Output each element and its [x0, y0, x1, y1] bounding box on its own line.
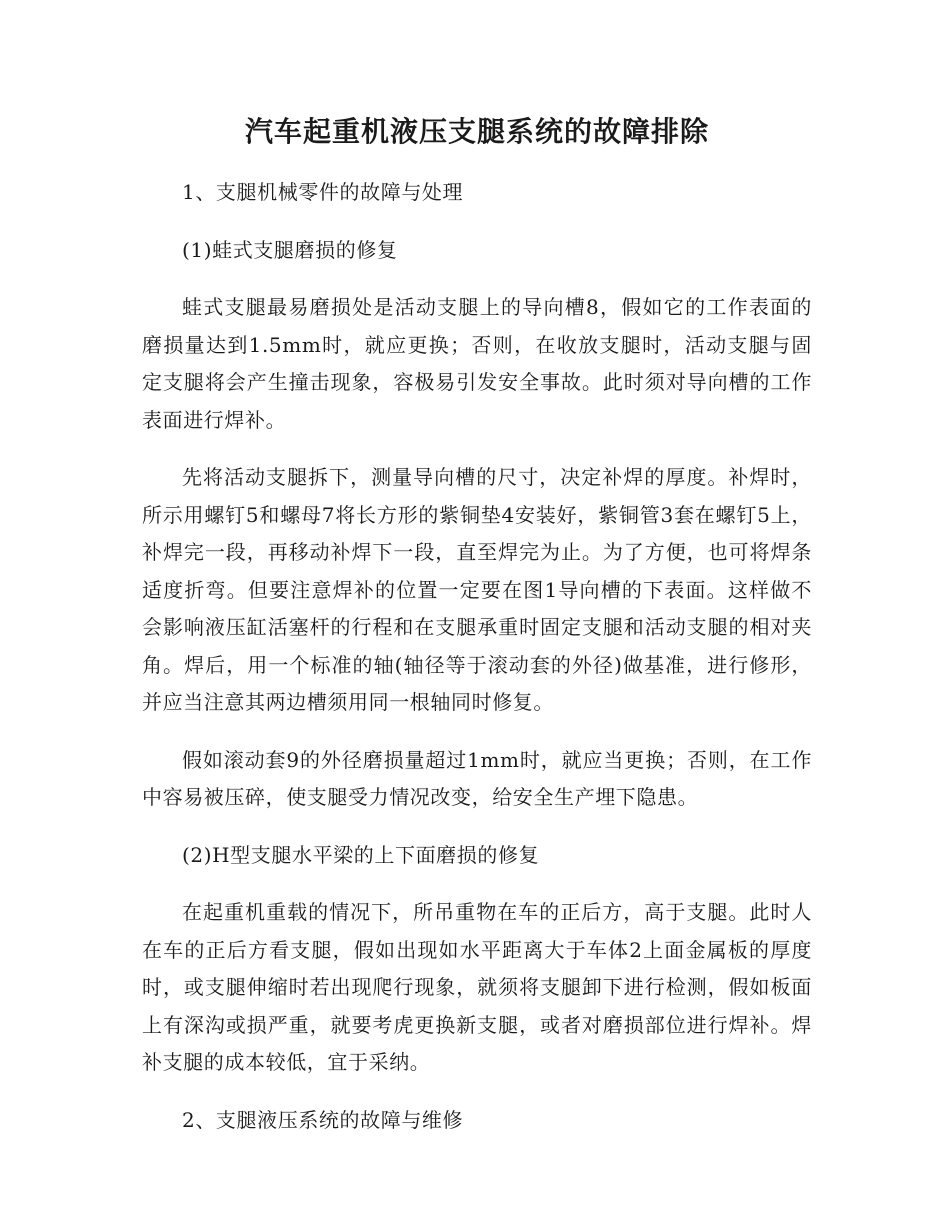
paragraph: 假如滚动套9的外径磨损量超过1mm时，就应当更换；否则，在工作中容易被压碎，使支腿受力情况改变，给安全生产埋下隐患。	[142, 747, 812, 809]
subsection-heading-1-1: (1)蛙式支腿磨损的修复	[182, 237, 398, 262]
document-title: 汽车起重机液压支腿系统的故障排除	[244, 115, 709, 148]
paragraph: 蛙式支腿最易磨损处是活动支腿上的导向槽8，假如它的工作表面的磨损量达到1.5mm时，就应更换；否则，在收放支腿时，活动支腿与固定支腿将会产生撞击现象，容极易引发安全事故。此时须对导向槽的工作表面进行焊补。	[142, 295, 812, 432]
section-heading-1: 1、支腿机械零件的故障与处理	[182, 180, 464, 204]
section-heading-2: 2、支腿液压系统的故障与维修	[182, 1107, 464, 1132]
document-page	[142, 112, 812, 1159]
paragraph: 先将活动支腿拆下，测量导向槽的尺寸，决定补焊的厚度。补焊时，所示用螺钉5和螺母7将长方形的紫铜垫4安装好，紫铜管3套在螺钉5上，补焊完一段，再移动补焊下一段，直至焊完为止。为了方便，也可将焊条适度折弯。但要注意焊补的位置一定要在图1导向槽的下表面。这样做不会影响液压缸活塞杆的行程和在支腿承重时固定支腿和活动支腿的相对夹角。焊后，用一个标准的轴(轴径等于滚动套的外径)做基准，进行修形，并应当注意其两边槽须用同一根轴同时修复。	[142, 465, 812, 714]
subsection-heading-1-2: (2)H型支腿水平梁的上下面磨损的修复	[182, 842, 540, 867]
paragraph: 在起重机重载的情况下，所吊重物在车的正后方，高于支腿。此时人在车的正后方看支腿，假如出现如水平距离大于车体2上面金属板的厚度时，或支腿伸缩时若出现爬行现象，就须将支腿卸下进行检测，假如板面上有深沟或损严重，就要考虎更换新支腿，或者对磨损部位进行焊补。焊补支腿的成本较低，宜于采纳。	[142, 900, 812, 1074]
